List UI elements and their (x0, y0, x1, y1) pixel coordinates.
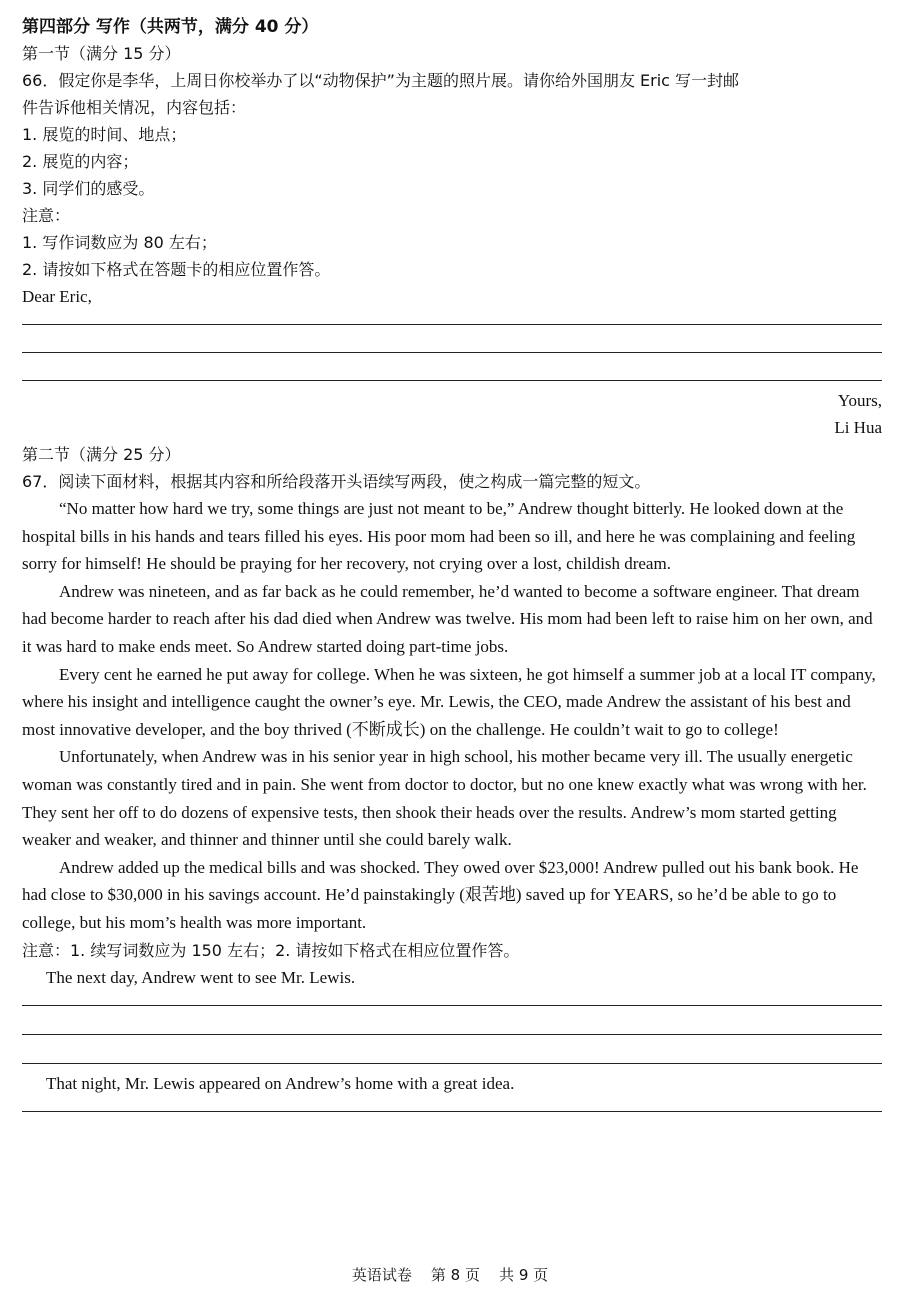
content-point-1: 1. 展览的时间、地点； (22, 125, 187, 144)
answer-line[interactable] (22, 352, 882, 353)
story-paragraph-4: Unfortunately, when Andrew was in his senior year in high school, his mother became very ill. The usually energetic woman was constantly tired and in pain. She went from doctor to doctor, but no one knew exactly what was wrong with her. They sent her off to do dozens of expensive tests, then shook their heads over the results. Andrew’s mom started getting weaker and weaker, and thinner and thinner until she could barely walk. (22, 747, 867, 850)
story-paragraph-3: Every cent he earned he put away for college. When he was sixteen, he got himself a summer job at a local IT company, where his insight and intelligence caught the owner’s eye. Mr. Lewis, the CEO, made Andrew the assistant of his best and most innovative developer, and the boy thrived (不断成长) on the challenge. He couldn’t wait to go to college! (22, 664, 876, 739)
story-paragraph-1: “No matter how hard we try, some things are just not meant to be,” Andrew thought bitterly. He looked down at the hospital bills in his hands and tears filled his eyes. His poor mom had been so ill, and here he was complaining and feeling sorry for himself! He should be praying for her recovery, not crying over a lost, childish dream. (22, 499, 856, 574)
note-1: 1. 写作词数应为 80 左右； (22, 233, 217, 252)
exam-page (22, 14, 882, 1112)
section1-title: 第一节（满分 15 分） (22, 44, 181, 63)
note-2: 2. 请按如下格式在答题卡的相应位置作答。 (22, 260, 331, 279)
section1-prompt-line2: 件告诉他相关情况，内容包括： (22, 98, 247, 117)
answer-line[interactable] (22, 1005, 882, 1006)
letter-closing: Yours, (837, 391, 882, 410)
notes-label: 注意： (22, 206, 71, 225)
section2-title: 第二节（满分 25 分） (22, 445, 181, 464)
paragraph-starter-2: That night, Mr. Lewis appeared on Andrew’s home with a great idea. (46, 1073, 515, 1093)
answer-line[interactable] (22, 1063, 882, 1064)
page-footer: 英语试卷 第 8 页 共 9 页 (351, 1266, 549, 1284)
answer-line[interactable] (22, 380, 882, 381)
story-paragraph-5: Andrew added up the medical bills and was shocked. They owed over $23,000! Andrew pulled out his bank book. He had close to $30,000 in his savings account. He’d painstakingly (艰苦地) saved up for YEARS, so he’d be able to go to college, but his mom’s health was more important. (22, 857, 859, 932)
part-title: 第四部分 写作（共两节，满分 40 分） (22, 17, 319, 37)
section2-notes: 注意：1. 续写词数应为 150 左右；2. 请按如下格式在相应位置作答。 (22, 940, 520, 960)
content-point-3: 3. 同学们的感受。 (22, 179, 155, 198)
answer-line[interactable] (22, 324, 882, 325)
story-paragraph-2: Andrew was nineteen, and as far back as he could remember, he’d wanted to become a software engineer. That dream had become harder to reach after his dad died when Andrew was twelve. His mom had been left to raise him on her own, and it was hard to make ends meet. So Andrew started doing part-time jobs. (22, 581, 873, 656)
letter-signature: Li Hua (834, 418, 882, 437)
answer-line[interactable] (22, 1034, 882, 1035)
paragraph-starter-1: The next day, Andrew went to see Mr. Lewis. (46, 967, 356, 987)
answer-line[interactable] (22, 1111, 882, 1112)
letter-greeting: Dear Eric, (22, 287, 92, 306)
section2-prompt: 67．阅读下面材料，根据其内容和所给段落开头语续写两段，使之构成一篇完整的短文。 (22, 472, 651, 491)
section1-prompt-line1: 66．假定你是李华，上周日你校举办了以“动物保护”为主题的照片展。请你给外国朋友 Eric 写一封邮 (22, 71, 740, 90)
content-point-2: 2. 展览的内容； (22, 152, 139, 171)
